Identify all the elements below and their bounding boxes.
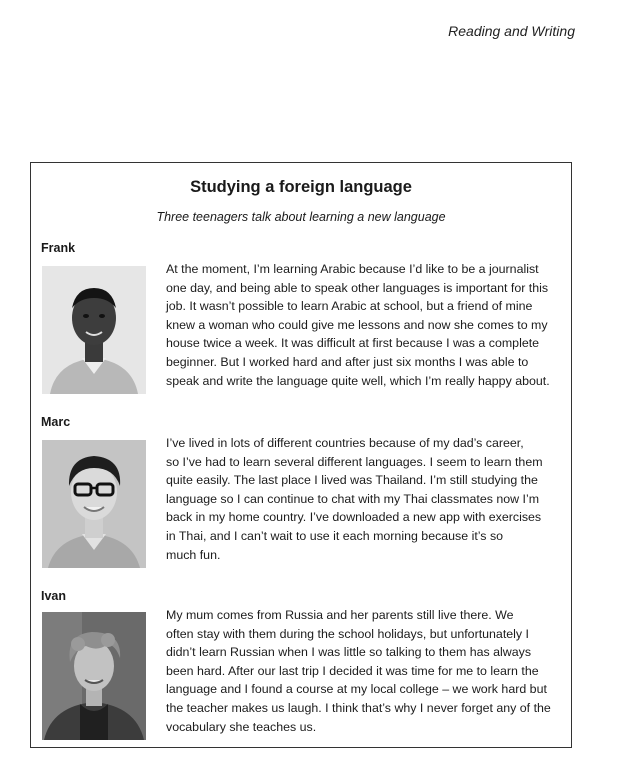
teen-curly-hair-portrait-icon: [42, 612, 146, 740]
person-name-marc: Marc: [41, 415, 71, 429]
person-name-frank: Frank: [41, 241, 76, 255]
teen-portrait-icon: [42, 266, 146, 394]
frank-text: At the moment, I’m learning Arabic because I’d like to be a journalist one day, and being able to speak other languages is important for this job. It wasn’t possible to learn Arabic at school, but a friend of mine knew a woman who could give me lessons and now she comes to my house twice a week. It was difficult at first because I was a complete beginner. But I worked hard and after just six months I was able to speak and write the language quite well, which I’m really happy about.: [166, 262, 550, 388]
person-name-ivan: Ivan: [41, 589, 67, 603]
marc-text: I’ve lived in lots of different countries because of my dad’s career, so I’ve had to learn several different languages. I seem to learn them quite easily. The last place I lived was Thailand. I’m still studying the language so I can continue to chat with my Thai classmates now I’m back in my home country. I’ve downloaded a new app with exercises in Thai, and I can’t wait to use it each morning because it’s so much fun.: [166, 436, 543, 562]
article-subtitle: Three teenagers talk about learning a new language: [156, 210, 446, 224]
ivan-text: My mum comes from Russia and her parents still live there. We often stay with them during the school holidays, but unfortunately I didn’t learn Russian when I was little so talking to them has always been hard. After our last trip I decided it was time for me to learn the language and I found a course at my local college – we work hard but the teacher makes us laugh. I think that’s why I never forget any of the vocabulary she teaches us.: [166, 608, 551, 734]
running-header: Reading and Writing: [448, 23, 575, 39]
teen-with-glasses-portrait-icon: [42, 440, 146, 568]
article-title: Studying a foreign language: [190, 178, 412, 196]
article-box: [30, 162, 572, 748]
